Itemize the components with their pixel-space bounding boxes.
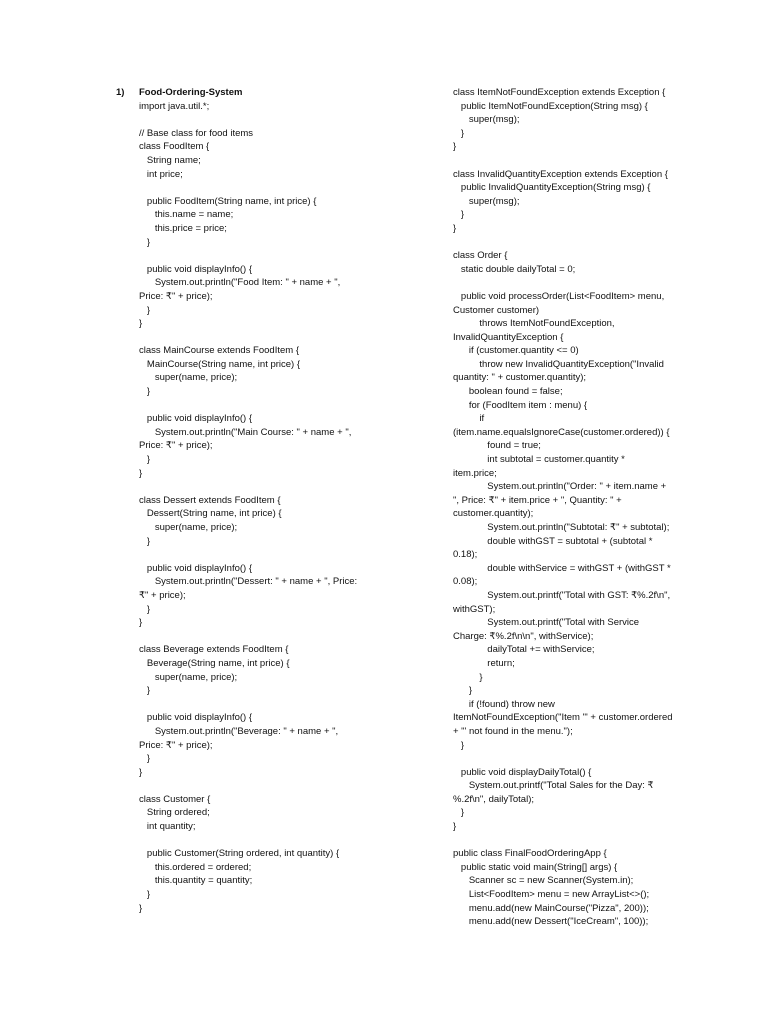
code-line: Charge: ₹%.2f\n\n", withService); <box>453 630 594 642</box>
code-line: } <box>139 685 151 697</box>
code-line <box>139 630 379 644</box>
code-line: if <box>453 413 485 425</box>
code-line: int subtotal = customer.quantity * <box>453 454 625 466</box>
code-line <box>139 834 379 848</box>
code-line: MainCourse(String name, int price) { <box>139 358 301 370</box>
code-line: Scanner sc = new Scanner(System.in); <box>453 875 634 887</box>
code-line: class ItemNotFoundException extends Exception { <box>453 87 666 98</box>
code-line: Price: ₹" + price); <box>139 290 213 302</box>
code-line: int quantity; <box>139 821 196 833</box>
code-line: throw new InvalidQuantityException("Invalid <box>453 358 664 370</box>
code-line: return; <box>453 657 515 669</box>
code-line <box>139 331 379 345</box>
code-line <box>139 399 379 413</box>
code-line: throws ItemNotFoundException, <box>453 318 615 330</box>
code-line: for (FoodItem item : menu) { <box>453 399 588 411</box>
code-line: double withService = withGST + (withGST * <box>453 562 671 574</box>
code-line: } <box>453 685 473 697</box>
code-line: public Customer(String ordered, int quantity) { <box>139 848 340 860</box>
code-line: class Order { <box>453 250 508 262</box>
code-line: } <box>453 127 465 139</box>
code-line: System.out.printf("Total Sales for the Day: ₹ <box>453 780 654 792</box>
code-line: System.out.println("Dessert: " + name + ", Price: <box>139 576 358 588</box>
code-line: public void displayInfo() { <box>139 263 253 275</box>
code-line: String name; <box>139 154 201 166</box>
code-line: } <box>139 535 151 547</box>
code-line: System.out.println("Subtotal: ₹" + subtotal); <box>453 522 670 533</box>
code-line: System.out.println("Beverage: " + name + ", <box>139 725 339 737</box>
code-line: found = true; <box>453 440 541 452</box>
right-code-column <box>453 86 683 929</box>
code-line: super(msg); <box>453 114 520 126</box>
code-line: public static void main(String[] args) { <box>453 861 618 873</box>
code-line: // Base class for food items <box>139 127 254 139</box>
code-line: Dessert(String name, int price) { <box>139 508 282 520</box>
code-line: public ItemNotFoundException(String msg) { <box>453 100 648 112</box>
code-line <box>139 480 379 494</box>
code-line: withGST); <box>453 603 496 615</box>
code-line: if (customer.quantity <= 0) <box>453 345 579 357</box>
code-line: InvalidQuantityException { <box>453 331 564 343</box>
code-line: } <box>139 236 151 248</box>
code-line: System.out.printf("Total with GST: ₹%.2f\n", <box>453 589 671 601</box>
code-line: } <box>139 603 151 615</box>
code-line: static double dailyTotal = 0; <box>453 263 576 275</box>
code-line: public void processOrder(List<FoodItem> menu, <box>453 290 665 302</box>
code-line: menu.add(new Dessert("IceCream", 100)); <box>453 916 649 928</box>
code-line: } <box>139 304 151 316</box>
code-line: class Beverage extends FoodItem { <box>139 644 289 656</box>
code-line: ", Price: ₹" + item.price + ", Quantity: " + <box>453 494 622 506</box>
code-line <box>453 834 683 848</box>
section-title: Food-Ordering-System <box>139 87 243 98</box>
code-line: } <box>139 766 143 778</box>
question-number: 1) <box>116 87 125 98</box>
code-line: } <box>139 467 143 479</box>
code-line: class MainCourse extends FoodItem { <box>139 345 299 357</box>
code-line <box>453 154 683 168</box>
code-line: if (!found) throw new <box>453 698 555 710</box>
code-line: (item.name.equalsIgnoreCase(customer.ordered)) { <box>453 426 670 438</box>
code-line: } <box>139 386 151 398</box>
code-line: 0.08); <box>453 576 478 588</box>
code-line: this.ordered = ordered; <box>139 861 252 873</box>
code-line: ₹" + price); <box>139 589 186 601</box>
code-line: menu.add(new MainCourse("Pizza", 200)); <box>453 902 649 914</box>
code-line: public void displayDailyTotal() { <box>453 766 592 778</box>
code-line: System.out.printf("Total with Service <box>453 617 640 629</box>
code-line: String ordered; <box>139 807 210 819</box>
code-line <box>453 276 683 290</box>
code-line: %.2f\n", dailyTotal); <box>453 793 534 805</box>
code-line <box>139 548 379 562</box>
code-line: class InvalidQuantityException extends Exception { <box>453 168 668 180</box>
code-line: } <box>453 141 457 153</box>
code-line: } <box>453 222 457 234</box>
code-line: } <box>453 209 465 221</box>
code-line: this.quantity = quantity; <box>139 875 253 887</box>
code-line: } <box>139 753 151 765</box>
code-line: customer.quantity); <box>453 508 534 520</box>
code-line: int price; <box>139 168 183 180</box>
code-line: 0.18); <box>453 549 478 561</box>
code-line: super(name, price); <box>139 372 238 384</box>
code-line <box>453 752 683 766</box>
code-line: Customer customer) <box>453 304 540 316</box>
code-line: class Customer { <box>139 793 211 805</box>
left-code-column <box>139 86 379 915</box>
code-line: super(name, price); <box>139 522 238 533</box>
code-line <box>139 698 379 712</box>
code-line: } <box>453 807 465 819</box>
code-line: this.price = price; <box>139 222 227 234</box>
code-line: public void displayInfo() { <box>139 413 253 425</box>
code-line: boolean found = false; <box>453 386 563 398</box>
code-line: + "' not found in the menu."); <box>453 725 573 737</box>
code-line: } <box>453 739 465 751</box>
code-line: ItemNotFoundException("Item '" + customer.ordered <box>453 712 673 724</box>
code-line: public void displayInfo() { <box>139 712 253 724</box>
code-line: } <box>139 318 143 330</box>
code-line: System.out.println("Order: " + item.name + <box>453 481 667 493</box>
code-line: super(name, price); <box>139 671 238 683</box>
code-line: Price: ₹" + price); <box>139 739 213 751</box>
code-line <box>139 779 379 793</box>
code-line: class FoodItem { <box>139 141 210 153</box>
code-line: quantity: " + customer.quantity); <box>453 372 587 384</box>
code-line <box>139 181 379 195</box>
code-line: System.out.println("Main Course: " + name + ", <box>139 426 352 438</box>
code-line: Price: ₹" + price); <box>139 440 213 452</box>
code-line: item.price; <box>453 467 497 479</box>
code-line: List<FoodItem> menu = new ArrayList<>(); <box>453 889 650 901</box>
code-line: } <box>139 454 151 466</box>
code-line: public InvalidQuantityException(String msg) { <box>453 182 651 194</box>
code-line: } <box>139 902 143 914</box>
code-line: public class FinalFoodOrderingApp { <box>453 848 607 860</box>
code-line: } <box>453 821 457 833</box>
code-line: } <box>139 889 151 901</box>
code-line: Beverage(String name, int price) { <box>139 657 290 669</box>
code-line: class Dessert extends FoodItem { <box>139 494 281 506</box>
code-line: super(msg); <box>453 195 520 207</box>
code-line: this.name = name; <box>139 209 234 221</box>
code-line <box>139 249 379 263</box>
code-line: public void displayInfo() { <box>139 562 253 574</box>
code-line <box>139 113 379 127</box>
code-line: public FoodItem(String name, int price) { <box>139 195 317 207</box>
code-line: System.out.println("Food Item: " + name + ", <box>139 277 341 289</box>
code-line: double withGST = subtotal + (subtotal * <box>453 535 653 547</box>
code-line: } <box>139 617 143 629</box>
code-line: } <box>453 671 483 683</box>
code-line: import java.util.*; <box>139 100 210 112</box>
code-line: dailyTotal += withService; <box>453 644 595 656</box>
code-line <box>453 236 683 250</box>
